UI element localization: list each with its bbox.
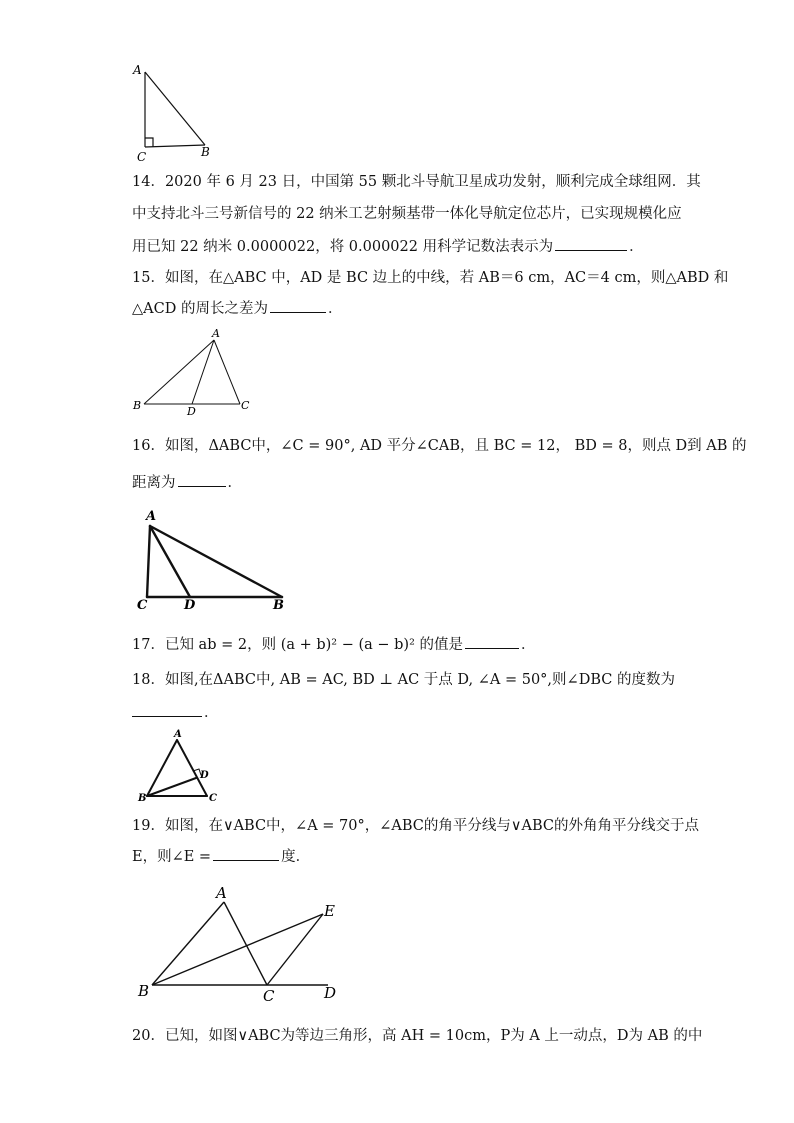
q13-label-b: B [201, 145, 210, 159]
q19-label-e: E [324, 902, 335, 920]
q19-label-a: A [216, 884, 227, 902]
q15-label-d: D [187, 405, 196, 418]
q18-line-1: 18．如图,在ΔABC中, AB = AC, BD ⊥ AC 于点 D, ∠A = 50°,则∠DBC 的度数为 [132, 672, 675, 688]
q16-line-1: 16．如图，ΔABC中，∠C = 90°, AD 平分∠CAB，且 BC = 12， BD = 8，则点 D到 AB 的 [132, 438, 747, 454]
q18-line-2-end: ． [204, 705, 219, 721]
q19-line-1: 19．如图，在∨ABC中，∠A = 70°，∠ABC的角平分线与∨ABC的外角角平分线交于点 [132, 818, 699, 834]
q14-line-2: 中支持北斗三号新信号的 22 纳米工艺射频基带一体化导航定位芯片，已实现规模化应 [132, 206, 682, 222]
q17-end: ． [521, 637, 536, 653]
q19-label-d: D [324, 984, 337, 1002]
q20-line-1: 20．已知，如图∨ABC为等边三角形，高 AH = 10cm，P为 A 上一动点，D为 AB 的中 [132, 1028, 703, 1044]
q16-label-c: C [137, 598, 148, 613]
q18-label-c: C [209, 793, 217, 804]
q19-side-ab [152, 902, 224, 985]
q19-exterior-bisector-ce [267, 914, 323, 985]
q15-label-b: B [133, 399, 142, 412]
q19-label-c: C [263, 987, 275, 1005]
q16-label-d: D [184, 598, 196, 613]
q16-label-a: A [146, 509, 157, 524]
q13-label-c: C [137, 150, 147, 164]
q16-line-2-end: ． [227, 475, 242, 491]
q17-text: 17．已知 ab = 2，则 (a + b)² − (a − b)² 的值是 [132, 637, 464, 653]
q19-bisector-be [152, 914, 323, 985]
q15-line-2-end: ． [327, 301, 343, 317]
q15-line-1: 15．如图，在△ABC 中，AD 是 BC 边上的中线，若 AB＝6 cm，AC＝4 cm，则△ABD 和 [132, 270, 729, 286]
q16-line-2-text: 距离为 [132, 475, 176, 491]
q14-line-3-end: ． [629, 239, 644, 255]
q19-label-b: B [138, 982, 150, 1000]
q14-line-3-text: 用已知 22 纳米 0.0000022，将 0.000022 用科学记数法表示为 [132, 239, 554, 255]
q15-line-2-text: △ACD 的周长之差为 [132, 301, 268, 317]
q15-label-a: A [212, 327, 220, 340]
q15-label-c: C [241, 399, 250, 412]
q19-triangle [152, 902, 328, 985]
q19-line-2-text: E，则∠E = [132, 849, 212, 865]
q19-line-2-end: 度． [281, 849, 311, 865]
q13-label-a: A [133, 63, 142, 77]
q18-label-a: A [174, 729, 182, 740]
q14-line-1: 14．2020 年 6 月 23 日，中国第 55 颗北斗导航卫星成功发射，顺利完成全球组网．其 [132, 174, 701, 190]
q18-label-d: D [200, 770, 209, 781]
q19-side-ac [224, 902, 267, 985]
q16-label-b: B [273, 598, 284, 613]
q18-label-b: B [138, 793, 147, 804]
